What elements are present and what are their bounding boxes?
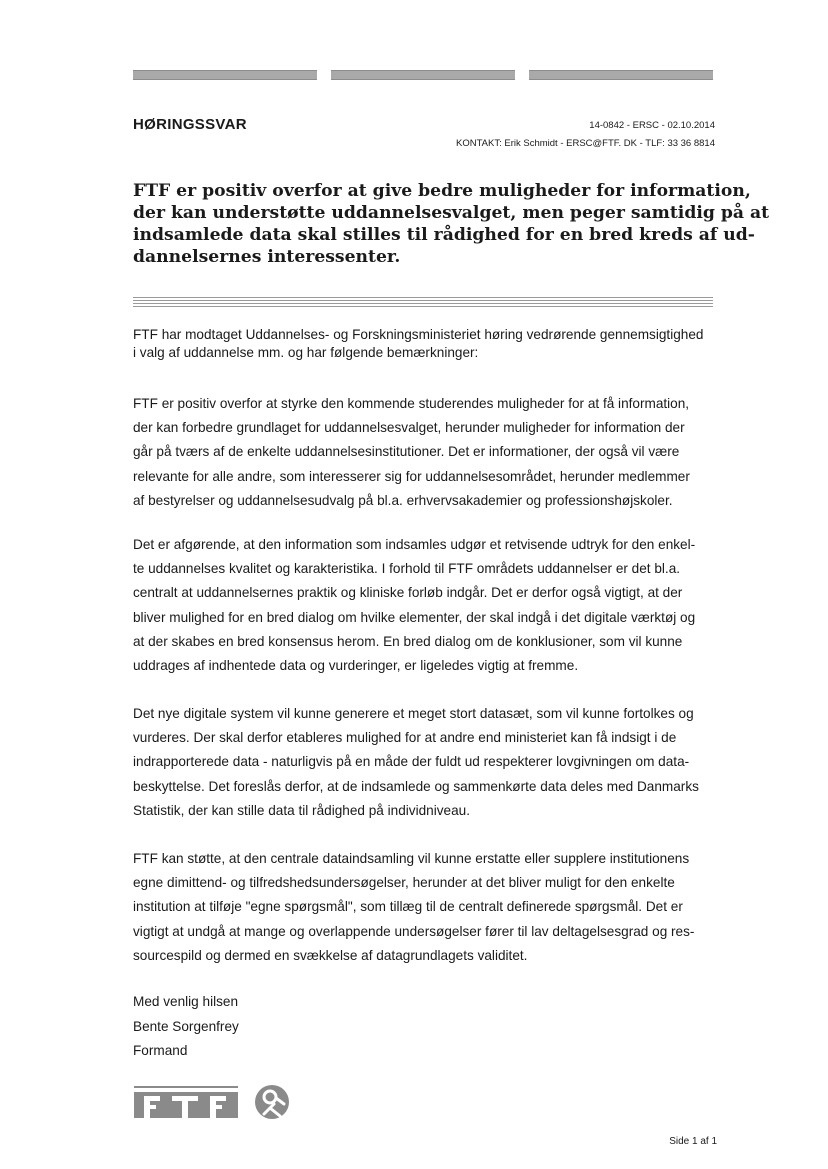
ftf-emblem-icon [255, 1085, 289, 1119]
text-line: te uddannelses kvalitet og karakteristika. I forhold til FTF områdets uddannelser er det bl.a. [133, 561, 681, 577]
divider-rule [133, 300, 713, 301]
header-bar-left [133, 70, 317, 80]
divider-rule [133, 297, 713, 298]
body-paragraph-4 [133, 847, 718, 968]
text-line: af bestyrelser og uddannelsesudvalg på bl.a. erhvervsakademier og professionshøjskoler. [133, 492, 673, 508]
ftf-logo-icon [134, 1082, 294, 1122]
text-line: FTF kan støtte, at den centrale dataindsamling vil kunne erstatte eller supplere institutionens [133, 851, 690, 866]
text-line: indrapporterede data - naturligvis på en måde der fuldt ud respekterer lovgivningen om data- [133, 754, 690, 770]
text-line: beskyttelse. Det foreslås derfor, at de indsamlede og sammenkørte data deles med Danmarks [133, 778, 699, 794]
text-line: vigtigt at undgå at mange og overlappende undersøgelser fører til lav deltagelsesgrad og res- [133, 923, 695, 939]
text-line: vurderes. Der skal derfor etableres mulighed for at andre end ministeriet kan få indsigt i de [133, 730, 677, 746]
text-line: FTF har modtaget Uddannelses- og Forskningsministeriet høring vedrørende gennemsigtighed [133, 327, 704, 342]
closing-greeting: Med venlig hilsen [133, 994, 239, 1009]
text-line: institution at tilføje "egne spørgsmål", som tillæg til de centralt definerede spørgsmål. Det er [133, 899, 683, 915]
text-line: Det er afgørende, at den information som indsamles udgør et retvisende udtryk for den enkel- [133, 537, 696, 552]
text-line: FTF er positiv overfor at styrke den kommende studerendes muligheder for at få information, [133, 396, 690, 411]
text-line: Det nye digitale system vil kunne generere et meget stort datasæt, som vil kunne fortolkes og [133, 706, 694, 721]
text-line: der kan forbedre grundlaget for uddannelsesvalget, herunder muligheder for information der [133, 420, 685, 436]
divider-rule [133, 306, 713, 307]
signatory-role: Formand [133, 1043, 188, 1058]
signatory-name: Bente Sorgenfrey [133, 1018, 239, 1034]
text-line: går på tværs af de enkelte uddannelsesinstitutioner. Det er informationer, der også vil være [133, 444, 680, 460]
lead-line: FTF er positiv overfor at give bedre muligheder for information, [133, 181, 751, 201]
page-number: Side 1 af 1 [669, 1136, 717, 1147]
text-line: i valg af uddannelse mm. og har følgende bemærkninger: [133, 345, 479, 360]
lead-statement [133, 180, 770, 268]
signature-block [133, 990, 718, 1064]
lead-line: der kan understøtte uddannelsesvalget, men peger samtidig på at [133, 203, 770, 223]
divider-rule [133, 303, 713, 304]
text-line: bliver mulighed for en bred dialog om hvilke elementer, der skal indgå i det digitale værktøj og [133, 609, 696, 625]
lead-line: indsamlede data skal stilles til rådighed for en bred kreds af ud- [133, 225, 755, 245]
text-line: uddrages af indhentede data og vurderinger, er ligeledes vigtig at fremme. [133, 658, 579, 674]
body-paragraph-1 [133, 392, 718, 513]
contact-line: KONTAKT: Erik Schmidt - ERSC@FTF. DK - TLF: 33 36 8814 [455, 138, 715, 149]
lead-line: dannelsernes interessenter. [133, 247, 401, 267]
text-line: centralt at uddannelsernes praktik og kliniske forløb indgår. Det er derfor også vigtigt, at der [133, 585, 683, 601]
ftf-logo [134, 1082, 294, 1127]
document-heading: HØRINGSSVAR [133, 116, 247, 133]
body-paragraph-2 [133, 533, 718, 678]
text-line: egne dimittend- og tilfredshedsundersøgelser, herunder at det bliver muligt for den enkelte [133, 875, 675, 891]
header-bar-middle [331, 70, 515, 80]
body-paragraph-3 [133, 702, 718, 823]
text-line: at der skabes en bred konsensus herom. En bred dialog om de konklusioner, som vil kunne [133, 633, 683, 649]
text-line: sourcespild og dermed en svækkelse af datagrundlagets validitet. [133, 947, 528, 963]
text-line: Statistik, der kan stille data til rådighed på individniveau. [133, 802, 471, 818]
reference-line: 14-0842 - ERSC - 02.10.2014 [589, 120, 715, 131]
text-line: relevante for alle andre, som interesserer sig for uddannelsesområdet, herunder medlemmer [133, 468, 690, 484]
header-bar-right [529, 70, 713, 80]
intro-paragraph [133, 326, 718, 362]
